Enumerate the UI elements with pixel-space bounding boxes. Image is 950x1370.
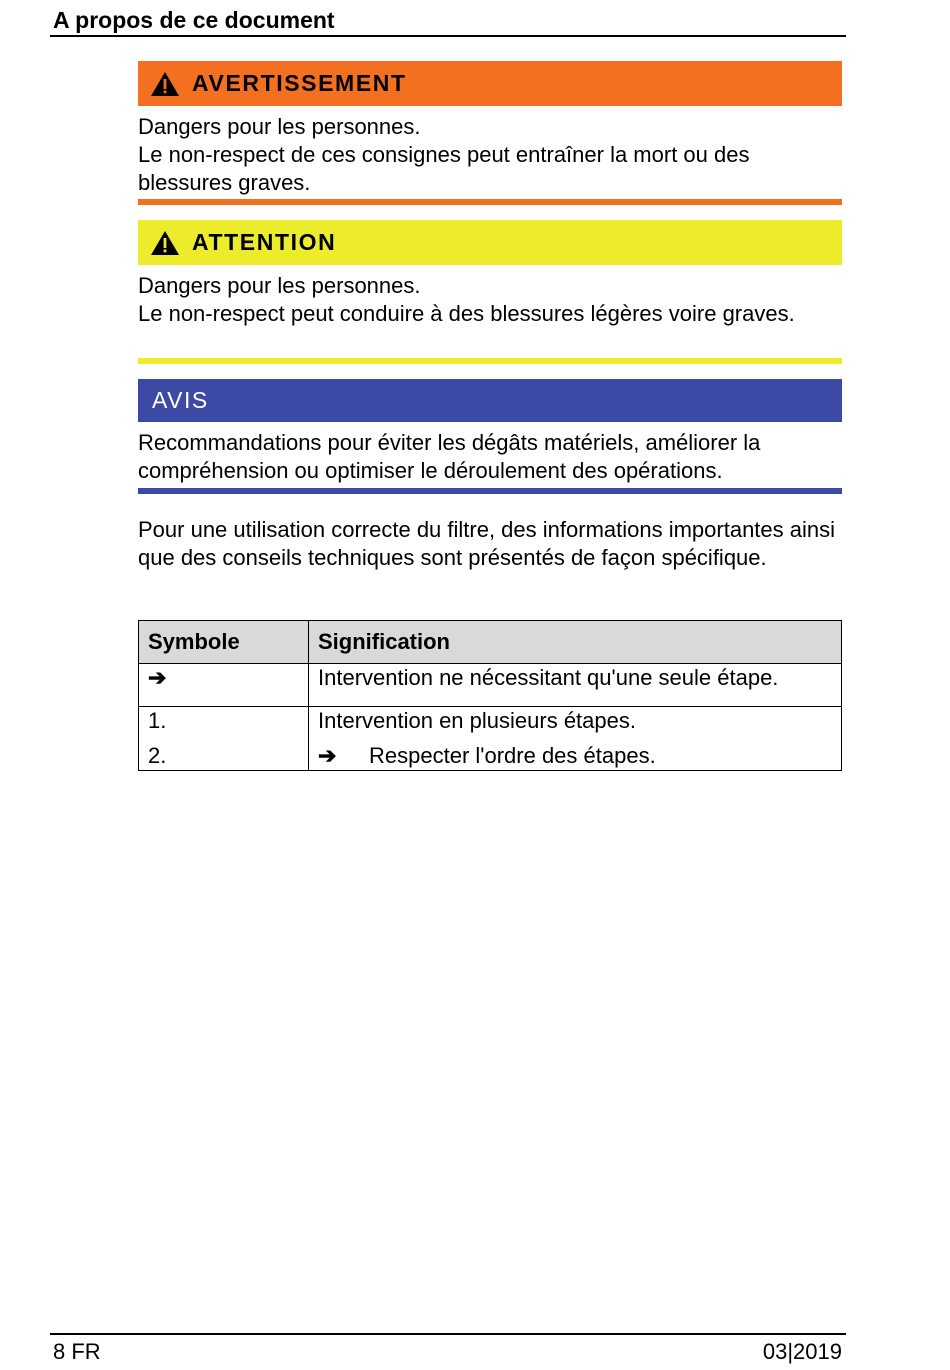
notice-rule	[138, 488, 842, 494]
table-row	[139, 707, 842, 771]
step-number-1: 1.	[148, 708, 167, 733]
table-header-symbol: Symbole	[139, 621, 309, 664]
table-cell-symbol	[139, 664, 309, 707]
warning-banner	[138, 61, 842, 106]
table-cell-meaning: Intervention ne nécessitant qu'une seule étape.	[309, 664, 842, 707]
warning-text	[138, 113, 838, 197]
warning-line-1: Dangers pour les personnes.	[138, 114, 421, 139]
footer-date: 03|2019	[762, 1339, 842, 1364]
page-header-title: A propos de ce document	[53, 7, 335, 33]
caution-rule	[138, 358, 842, 364]
footer-page-number: 8 FR	[53, 1339, 101, 1364]
notice-text	[138, 429, 838, 485]
table-header-row	[139, 621, 842, 664]
step-number-2: 2.	[148, 743, 167, 768]
warning-label: AVERTISSEMENT	[192, 70, 407, 96]
table-row	[139, 664, 842, 707]
warning-rule	[138, 199, 842, 205]
notice-label: AVIS	[152, 387, 209, 413]
caution-label: ATTENTION	[192, 229, 337, 255]
table-header-meaning: Signification	[309, 621, 842, 664]
warning-triangle-icon	[150, 71, 180, 97]
arrow-right-icon: ➔	[148, 665, 167, 690]
caution-line-2: Le non-respect peut conduire à des blessures légères voire graves.	[138, 301, 795, 326]
caution-text	[138, 272, 838, 328]
notice-banner	[138, 379, 842, 422]
caution-banner	[138, 220, 842, 265]
intro-paragraph: Pour une utilisation correcte du filtre, des informations importantes ainsi que des conseils techniques sont présentés de façon spécifique.	[138, 517, 836, 570]
header-rule	[50, 35, 846, 37]
symbol-table	[138, 620, 842, 771]
footer-rule	[50, 1333, 846, 1335]
table-cell-meaning	[309, 707, 842, 771]
table-cell-symbol	[139, 707, 309, 771]
sub-step-text: Respecter l'ordre des étapes.	[369, 743, 656, 768]
multi-step-text: Intervention en plusieurs étapes.	[318, 708, 636, 733]
arrow-right-icon: ➔	[318, 743, 337, 768]
caution-line-1: Dangers pour les personnes.	[138, 273, 421, 298]
notice-line-1: Recommandations pour éviter les dégâts matériels, améliorer la compréhension ou optimiser le déroulement des opérations.	[138, 430, 761, 483]
warning-line-2: Le non-respect de ces consignes peut entraîner la mort ou des blessures graves.	[138, 142, 750, 195]
warning-triangle-icon	[150, 230, 180, 256]
sub-step	[318, 742, 832, 770]
